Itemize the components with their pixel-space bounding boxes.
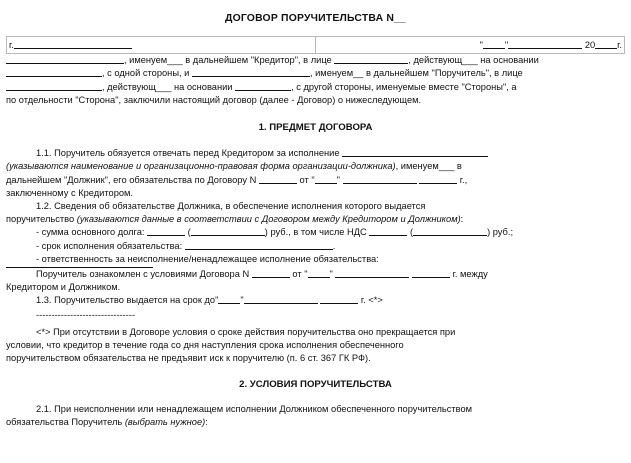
section-heading-2: 2. УСЛОВИЯ ПОРУЧИТЕЛЬСТВА: [239, 379, 392, 391]
clause-1-2-text-c: :: [460, 214, 464, 225]
preamble-text-1a: , именуем___ в дальнейшем "Кредитор", в лице: [124, 55, 332, 66]
creditor-basis-blank[interactable]: [6, 67, 102, 77]
clause-1-2-bullet-term: [6, 240, 625, 253]
date-quote-open: ": [479, 40, 483, 50]
vat-amount-words-blank[interactable]: [413, 226, 487, 236]
acknowledgement-tail: Кредитором и Должником.: [6, 282, 121, 293]
preamble-line-2: [6, 67, 625, 80]
clause-1-2-bullet-liability: - ответственность за неисполнение/ненадлежащее исполнение обязательства:: [36, 253, 379, 264]
debtor-contract-year-blank[interactable]: [419, 174, 457, 184]
day-blank[interactable]: [483, 39, 505, 49]
ack-text-b: от: [292, 269, 302, 280]
ack-day-blank[interactable]: [308, 268, 330, 278]
creditor-name-blank[interactable]: [6, 54, 124, 64]
clause-1-3-footnote-marker: <*>: [368, 295, 383, 306]
page-title: ДОГОВОР ПОРУЧИТЕЛЬСТВА N__: [224, 13, 407, 24]
clause-1-3-text-a: 1.3. Поручительство выдается на срок до: [36, 295, 216, 306]
guarantor-basis-blank[interactable]: [235, 81, 291, 91]
guarantee-term-year-blank[interactable]: [320, 294, 358, 304]
debtor-contract-number-blank[interactable]: [259, 174, 297, 184]
clause-1-1-text-d: от: [299, 174, 309, 185]
ack-quote-close: ": [329, 269, 333, 280]
footnote-line-1: [6, 326, 625, 339]
footnote-separator: --------------------------------: [36, 309, 136, 320]
document-page: [0, 12, 631, 463]
footnote-line-3: поручительством обязательства не предъявит иск к поручителю (п. 6 ст. 367 ГК РФ).: [6, 353, 371, 364]
date-quote-close: ": [504, 40, 509, 50]
clause-1-1-quote-open: ": [311, 174, 315, 185]
preamble-line-3: [6, 81, 625, 94]
ack-month-blank[interactable]: [335, 268, 409, 278]
footnote-marker: <*>: [36, 326, 51, 337]
ack-text-a: Поручитель ознакомлен с условиями Договора N: [36, 269, 250, 280]
bullet-2-text-b: .: [332, 240, 336, 251]
section-heading-1: 1. ПРЕДМЕТ ДОГОВОРА: [258, 122, 373, 134]
clause-1-1-hint: (указываются наименование и организационно-правовая форма организации-должника): [6, 161, 396, 172]
bullet-1-text-a: - сумма основного долга:: [36, 227, 145, 238]
bullet-1-text-c: ) руб., в том числе НДС: [264, 227, 367, 238]
clause-2-1-tail: [6, 416, 625, 429]
preamble-text-2b: , именуем__ в дальнейшем "Поручитель", в лице: [309, 68, 523, 79]
obligation-term-blank[interactable]: [185, 240, 333, 250]
clause-1-1-quote-close: ": [336, 174, 340, 185]
guarantor-rep-blank[interactable]: [6, 81, 102, 91]
clause-2-1-text-b: обязательства Поручитель: [6, 416, 123, 427]
guarantor-name-blank[interactable]: [192, 67, 310, 77]
clause-1-3-quote-close: ": [240, 295, 244, 306]
clause-1-3-quote-open: ": [215, 295, 219, 306]
table-row: [7, 37, 625, 54]
ack-quote-open: ": [304, 269, 308, 280]
clause-1-1-text-e: г.,: [459, 174, 468, 185]
footnote-text-a: При отсутствии в Договоре условия о сроке действия поручительства оно прекращается при: [53, 326, 456, 337]
ack-text-c: г. между: [452, 269, 488, 280]
clause-1-1-text-c: дальнейшем "Должник", его обязательства по Договору N: [6, 174, 257, 185]
month-blank[interactable]: [508, 39, 582, 49]
clause-1-2-bullet-principal-debt: [6, 226, 625, 239]
creditor-rep-blank[interactable]: [334, 54, 408, 64]
clause-1-1: [6, 147, 625, 160]
preamble-text-3a: , действующ___ на основании: [102, 81, 233, 92]
acknowledgement-line: [6, 268, 625, 281]
preamble-text-1b: , действующ___ на основании: [408, 55, 539, 66]
city-cell: [7, 37, 316, 54]
bullet-1-paren-open: (: [187, 227, 191, 238]
ack-year-blank[interactable]: [412, 268, 450, 278]
vat-amount-blank[interactable]: [369, 226, 407, 236]
ack-contract-number-blank[interactable]: [252, 268, 290, 278]
preamble-line-1: [6, 54, 625, 67]
date-cell: [316, 37, 625, 54]
year-prefix-label: 20: [584, 40, 596, 50]
year-suffix-label: г.: [617, 40, 622, 50]
principal-amount-blank[interactable]: [147, 226, 185, 236]
clause-1-1-text-b: , именуем___ в: [395, 161, 462, 172]
clause-1-2-text-b: поручительство: [6, 214, 75, 225]
year-blank[interactable]: [595, 39, 617, 49]
clause-1-2-hint: (указываются данные в соответствии с Договором между Кредитором и Должником): [76, 214, 461, 225]
bullet-1-paren-open-2: (: [409, 227, 414, 238]
preamble-text-2a: , с одной стороны, и: [102, 68, 190, 79]
preamble-text-3b: , с другой стороны, именуемые вместе "Стороны", а: [291, 81, 517, 92]
city-prefix-label: г.: [9, 40, 14, 50]
preamble-line-4: по отдельности "Сторона", заключили настоящий договор (далее - Договор) о нижеследующем.: [6, 94, 422, 105]
clause-2-1-hint: (выбрать нужное): [124, 416, 206, 427]
clause-1-2-italic-line: [6, 213, 625, 226]
header-city-date-table: [6, 36, 625, 54]
bullet-1-text-e: ) руб.;: [487, 227, 514, 238]
debtor-contract-month-blank[interactable]: [343, 174, 417, 184]
debtor-contract-day-blank[interactable]: [315, 174, 337, 184]
clause-1-3: [6, 294, 625, 307]
city-blank[interactable]: [14, 39, 132, 49]
clause-2-1-text-c: :: [205, 416, 208, 427]
clause-1-1-tail: заключенному с Кредитором.: [6, 187, 134, 198]
guarantee-term-day-blank[interactable]: [218, 294, 240, 304]
footnote-line-2: условии, что кредитор в течение года со дня наступления срока исполнения обеспеченного: [6, 340, 404, 351]
clause-1-3-text-b: г.: [360, 295, 366, 306]
bullet-2-text-a: - срок исполнения обязательства:: [36, 240, 183, 251]
clause-1-1-text-a: 1.1. Поручитель обязуется отвечать перед Кредитором за исполнение: [36, 148, 340, 159]
clause-1-2: 1.2. Сведения об обязательстве Должника, в обеспечение исполнения которого выдается: [36, 201, 426, 212]
clause-2-1: 2.1. При неисполнении или ненадлежащем исполнении Должником обеспеченного поручительством: [36, 403, 473, 414]
principal-amount-words-blank[interactable]: [191, 226, 265, 236]
clause-1-1-italic-line: [6, 160, 625, 173]
document-body: [0, 12, 631, 429]
debtor-name-blank[interactable]: [342, 147, 488, 157]
clause-1-1-contract-line: [6, 174, 625, 187]
guarantee-term-month-blank[interactable]: [244, 294, 318, 304]
